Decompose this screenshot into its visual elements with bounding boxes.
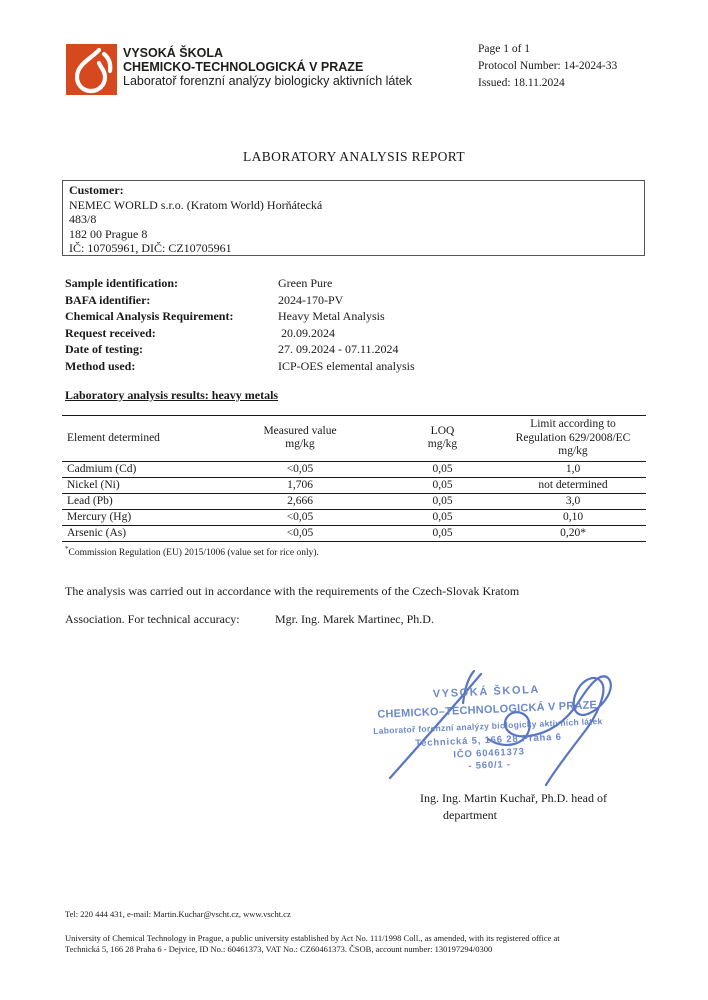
results-section-heading: Laboratory analysis results: heavy metals — [65, 388, 279, 402]
analysis-requirement-value: Heavy Metal Analysis — [278, 309, 385, 323]
footer-legal — [65, 933, 650, 955]
institution-name-line2: CHEMICKO-TECHNOLOGICKÁ V PRAZE — [123, 60, 364, 75]
footer-legal-line1: University of Chemical Technology in Prague, a public university established by Act No. 111/1998 Coll., as amended, with its registered office at — [65, 933, 560, 943]
table-row-lead: Lead (Pb) 2,666 0,05 3,0 — [62, 493, 646, 509]
sample-info — [65, 275, 415, 374]
footer-contact: Tel: 220 444 431, e-mail: Martin.Kuchar@vscht.cz, www.vscht.cz — [65, 909, 291, 919]
sample-info-row — [65, 341, 415, 358]
column-header-limit: Limit according to Regulation 629/2008/EC mg/kg — [500, 416, 646, 462]
table-row-nickel: Nickel (Ni) 1,706 0,05 not determined — [62, 477, 646, 493]
document-meta — [478, 41, 617, 91]
page-number: Page 1 of 1 — [478, 43, 531, 55]
table-row-mercury: Mercury (Hg) <0,05 0,05 0,10 — [62, 509, 646, 525]
statement-line1: The analysis was carried out in accordance with the requirements of the Czech-Slovak Kratom — [65, 584, 520, 598]
method-used-value: ICP-OES elemental analysis — [278, 358, 415, 373]
customer-address-city: 182 00 Prague 8 — [69, 226, 148, 241]
report-title: LABORATORY ANALYSIS REPORT — [242, 149, 466, 164]
request-received-label: Request received: — [65, 325, 156, 340]
sample-info-row — [65, 275, 415, 292]
institution-stamp — [356, 680, 619, 776]
date-of-testing-value: 27. 09.2024 - 07.11.2024 — [278, 342, 399, 356]
footnote-marker: * — [65, 545, 69, 553]
customer-label: Customer: — [69, 183, 124, 197]
footnote-text: Commission Regulation (EU) 2015/1006 (value set for rice only). — [68, 548, 319, 559]
institution-header — [123, 46, 412, 89]
table-row-arsenic: Arsenic (As) <0,05 0,05 0,20* — [67, 527, 586, 539]
stamp-line6: - 560/1 - — [468, 759, 512, 772]
customer-box — [62, 180, 645, 256]
column-header-element: Element determined — [62, 416, 215, 462]
institution-name-line1: VYSOKÁ ŠKOLA — [123, 46, 224, 60]
footer-legal-line2: Technická 5, 166 28 Praha 6 - Dejvice, ID No.: 60461373, VAT No.: CZ60461373. ČSOB, account number: 130197294/0300 — [65, 944, 493, 954]
column-header-loq: LOQ mg/kg — [385, 416, 500, 462]
vscht-logo — [66, 44, 117, 95]
sample-identification-value: Green Pure — [278, 276, 333, 290]
request-received-value: 20.09.2024 — [278, 325, 335, 340]
column-header-measured-value: Measured value mg/kg — [215, 416, 385, 462]
stamp-line5: IČO 60461373 — [453, 746, 525, 761]
customer-address-number: 483/8 — [69, 212, 97, 227]
table-row-cadmium: Cadmium (Cd) <0,05 0,05 1,0 — [62, 461, 646, 477]
sample-info-row — [65, 292, 415, 309]
sample-identification-label: Sample identification: — [65, 276, 178, 290]
statement-line2: Association. For technical accuracy: — [65, 612, 240, 626]
protocol-number: Protocol Number: 14-2024-33 — [478, 59, 618, 72]
technical-accuracy-name: Mgr. Ing. Marek Martinec, Ph.D. — [275, 612, 434, 626]
table-footnote — [65, 545, 319, 558]
results-table — [62, 415, 646, 542]
stamp-line2: CHEMICKO–TECHNOLOGICKÁ V PRAZE — [377, 699, 598, 721]
customer-name: NEMEC WORLD s.r.o. (Kratom World) Horňátecká — [69, 197, 323, 212]
date-of-testing-label: Date of testing: — [65, 342, 143, 356]
customer-registration-ids: IČ: 10705961, DIČ: CZ10705961 — [69, 241, 232, 256]
sample-info-row — [65, 358, 415, 375]
stamp-line4: Technická 5, 166 28 Praha 6 — [415, 731, 562, 750]
signatory-title: department — [443, 808, 497, 822]
stamp-line3: Laboratoř forenzní analýzy biologicky aktivních látek — [373, 716, 603, 737]
issue-date: Issued: 18.11.2024 — [478, 76, 565, 89]
table-header-row — [62, 416, 646, 462]
method-used-label: Method used: — [65, 358, 136, 373]
institution-department: Laboratoř forenzní analýzy biologicky aktivních látek — [123, 74, 413, 89]
retort-droplet-icon — [66, 82, 117, 99]
bafa-identifier-label: BAFA identifier: — [65, 292, 151, 307]
signatory-name: Ing. Ing. Martin Kuchař, Ph.D. head of — [420, 791, 607, 805]
bafa-identifier-value: 2024-170-PV — [278, 292, 344, 307]
sample-info-row — [65, 325, 415, 342]
sample-info-row — [65, 308, 415, 325]
analysis-requirement-label: Chemical Analysis Requirement: — [65, 309, 234, 323]
stamp-line1: VYSOKÁ ŠKOLA — [432, 683, 541, 701]
